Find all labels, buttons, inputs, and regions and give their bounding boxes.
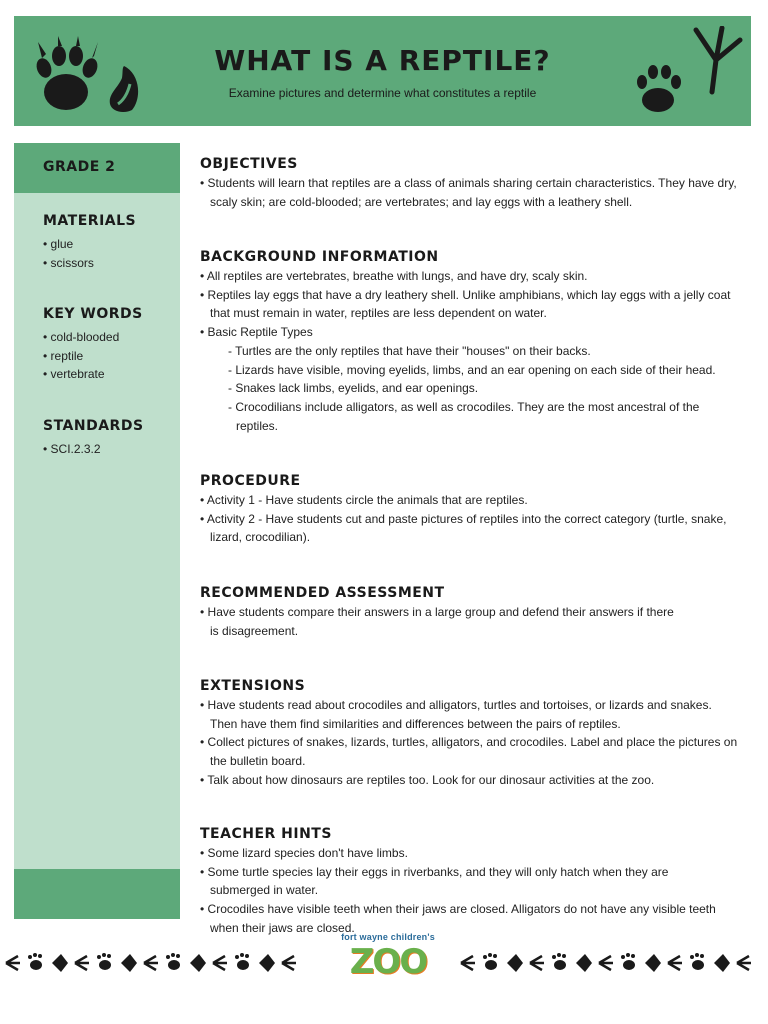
track-mark <box>461 956 475 970</box>
page-title: WHAT IS A REPTILE? <box>214 44 551 77</box>
sidebar-footer-band <box>14 869 180 919</box>
header-banner <box>14 16 751 126</box>
background-section <box>200 249 740 435</box>
track-mark <box>213 956 227 970</box>
list-item: • Activity 2 - Have students cut and paste pictures of reptiles into the correct category (turtle, snake, lizard, crocodilian). <box>200 511 727 545</box>
list-subitem: - Lizards have visible, moving eyelids, limbs, and an ear opening on each side of their head. <box>228 362 716 377</box>
track-mark <box>97 953 111 970</box>
track-mark <box>530 956 544 970</box>
track-mark <box>576 954 592 972</box>
logo-tagline: fort wayne children's <box>341 932 435 942</box>
track-mark <box>282 956 296 970</box>
list-item: • Activity 1 - Have students circle the animals that are reptiles. <box>200 493 528 507</box>
track-mark <box>235 953 249 970</box>
list-item: • glue <box>43 237 74 251</box>
list-item: • Crocodiles have visible teeth when their jaws are closed. Alligators do not have any visible teeth when their jaws are closed. <box>200 902 716 935</box>
list-subitem: - Snakes lack limbs, eyelids, and ear openings. <box>228 381 479 396</box>
list-item: • All reptiles are vertebrates, breathe with lungs, and have dry, scaly skin. <box>200 269 588 283</box>
track-mark <box>737 956 751 970</box>
procedure-section <box>200 473 740 547</box>
section-heading: EXTENSIONS <box>200 678 306 694</box>
key-words-section <box>43 306 143 384</box>
list-item: • Have students compare their answers in a large group and defend their answers if there is disagreement. <box>200 605 674 638</box>
extensions-section <box>200 678 740 790</box>
list-subitem: - Turtles are the only reptiles that have their "houses" on their backs. <box>228 343 591 358</box>
assessment-section <box>200 585 740 640</box>
sidebar-grade-band <box>14 143 180 193</box>
list-item: • Some turtle species lay their eggs in riverbanks, and they will only hatch when they are submerged in water. <box>200 864 669 898</box>
track-mark <box>552 953 566 970</box>
track-mark <box>645 954 661 972</box>
zoo-logo <box>334 932 442 988</box>
track-mark <box>690 953 704 970</box>
track-mark <box>144 956 158 970</box>
animal-tracks-icon <box>0 948 310 978</box>
section-heading: BACKGROUND INFORMATION <box>200 249 439 265</box>
materials-section <box>43 213 136 272</box>
logo-wordmark <box>334 942 442 982</box>
track-mark <box>166 953 180 970</box>
sidebar <box>14 193 180 869</box>
standards-section <box>43 418 144 459</box>
track-mark <box>714 954 730 972</box>
list-item: • reptile <box>43 348 84 363</box>
section-heading: OBJECTIVES <box>200 156 298 172</box>
objectives-section <box>200 156 740 211</box>
track-mark <box>259 954 275 972</box>
bird-track-icon <box>682 26 744 96</box>
track-mark <box>75 956 89 970</box>
section-heading: RECOMMENDED ASSESSMENT <box>200 585 445 601</box>
track-mark <box>6 956 20 970</box>
grade-label: GRADE 2 <box>43 159 116 175</box>
section-heading: TEACHER HINTS <box>200 826 332 842</box>
track-mark <box>121 954 137 972</box>
list-item: • vertebrate <box>43 367 105 381</box>
track-mark <box>621 953 635 970</box>
track-mark <box>28 953 42 970</box>
list-item: • scissors <box>43 255 94 270</box>
materials-heading: MATERIALS <box>43 213 137 229</box>
list-item: • Talk about how dinosaurs are reptiles too. Look for our dinosaur activities at the zoo. <box>200 772 655 787</box>
standards-heading: STANDARDS <box>43 418 144 434</box>
teacher-hints-section <box>200 826 740 938</box>
track-mark <box>52 954 68 972</box>
list-item: • cold-blooded <box>43 330 120 344</box>
track-mark <box>190 954 206 972</box>
track-mark <box>483 953 497 970</box>
section-heading: PROCEDURE <box>200 473 301 489</box>
list-item: • Students will learn that reptiles are a class of animals sharing certain characteristics. They have dry, scaly skin; are cold-blooded; are vertebrates; and lay eggs with a leathery shell. <box>200 176 737 209</box>
logo-word: ZOO <box>349 942 427 982</box>
list-item: • Collect pictures of snakes, lizards, turtles, alligators, and crocodiles. Label and place the pictures on the bulletin board. <box>200 735 738 769</box>
key-words-heading: KEY WORDS <box>43 306 143 322</box>
list-subitem: - Crocodilians include alligators, as well as crocodiles. They are the most ancestral of the reptiles. <box>228 399 700 433</box>
list-item: • SCI.2.3.2 <box>43 442 101 456</box>
paw-print-icon <box>634 60 684 116</box>
list-item: • Have students read about crocodiles and alligators, turtles and tortoises, or lizards and snakes. Then have them find similarities and differences between the pairs of reptiles. <box>200 698 712 731</box>
track-mark <box>599 956 613 970</box>
track-mark <box>507 954 523 972</box>
page-subtitle: Examine pictures and determine what constitutes a reptile <box>228 86 537 100</box>
list-item: • Basic Reptile Types <box>200 325 313 340</box>
list-item: • Reptiles lay eggs that have a dry leathery shell. Unlike amphibians, which lay eggs with a jelly coat that must remain in water, reptiles are less dependent on water. <box>200 287 731 321</box>
track-mark <box>668 956 682 970</box>
list-item: • Some lizard species don't have limbs. <box>200 846 408 860</box>
animal-tracks-icon <box>455 948 765 978</box>
